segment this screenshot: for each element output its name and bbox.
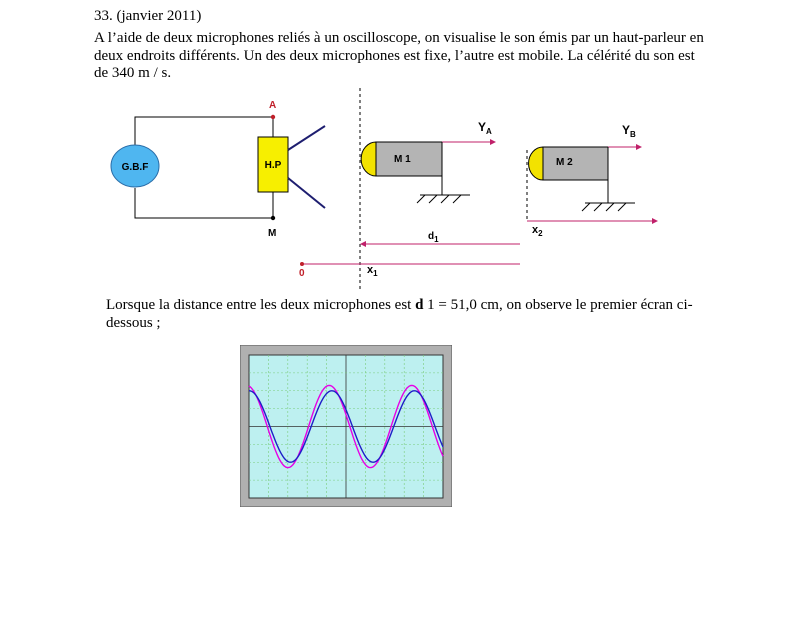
origin-dot [300,262,304,266]
x2-label: $x_2$ [532,224,543,238]
gbf-label: G.B.F [121,162,149,173]
exercise-intro: A l’aide de deux microphones reliés à un oscilloscope, on visualise le son émis par un haut-parleur en deux endroits différents. Un des deux microphones est fixe, l’autre est mobile. La célérité du son est de 340 m / s. [94,30,704,81]
statement-d-bold: d [415,297,424,313]
oscilloscope-screen [240,345,452,507]
origin-label: 0 [299,268,305,279]
mic1-label: M 1 [394,154,411,165]
mic2-label: M 2 [556,157,573,168]
yb-label: $Y_B$ [622,123,636,139]
exercise-heading: 33. (janvier 2011) [94,8,202,24]
microphone-2 [529,144,642,211]
hp-label: H.P [264,160,282,171]
experiment-diagram [0,0,792,300]
point-m-label: M [268,228,277,239]
point-a-dot [271,115,275,119]
exercise-statement: Lorsque la distance entre les deux microphones est d 1 = 51,0 cm, on observe le premier écran ci-dessous ; [106,297,693,331]
x1-label: $x_1$ [367,264,378,278]
point-m-dot [271,216,275,220]
loudspeaker-cone [288,126,325,208]
microphone-1 [361,139,496,203]
point-a-label: A [269,100,277,111]
ya-label: $Y_A$ [478,120,492,136]
d1-label: $d_1$ [428,231,439,244]
